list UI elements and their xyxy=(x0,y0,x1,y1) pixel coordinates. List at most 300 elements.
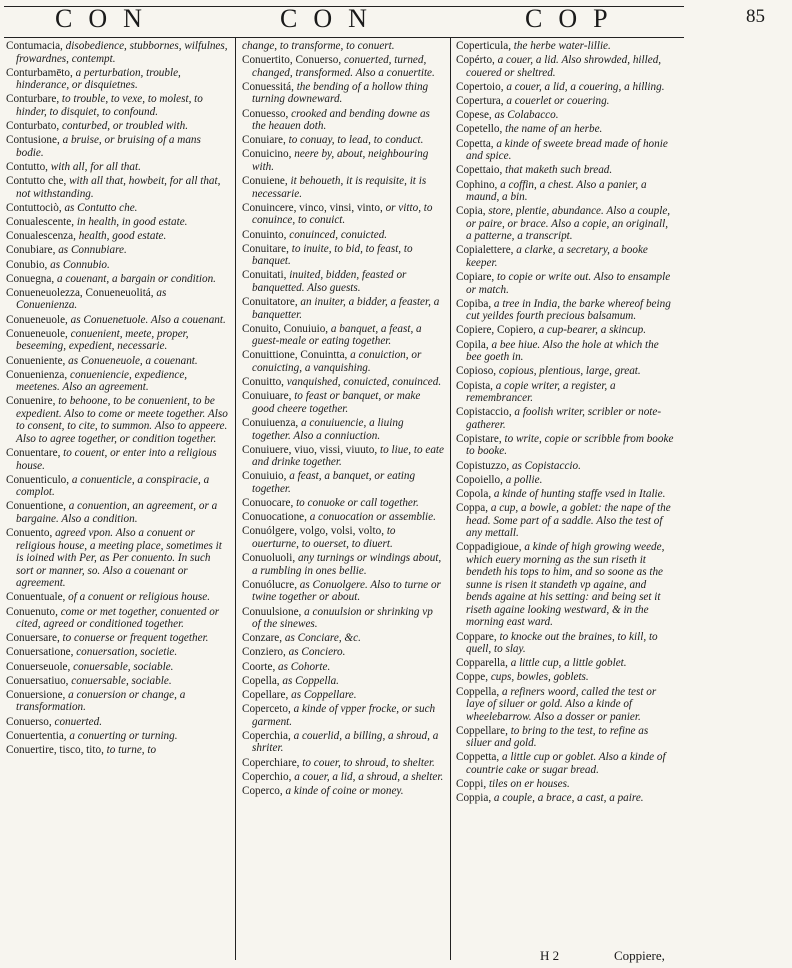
dictionary-entry xyxy=(6,689,228,714)
entry-definition: come or met together, conuented or cited, agreed or conditioned together. xyxy=(16,605,220,630)
entry-headword: Copertoio, xyxy=(456,80,504,93)
entry-headword: Conuentare, xyxy=(6,447,61,460)
dictionary-entry xyxy=(242,243,444,268)
dictionary-entry xyxy=(6,273,228,286)
entry-headword: Copellare, xyxy=(242,688,289,701)
dictionary-entry xyxy=(456,671,674,684)
entry-definition: a couerlid, a billing, a shroud, a shriter. xyxy=(252,729,439,755)
dictionary-entry xyxy=(242,376,444,389)
catchword: Coppiere, xyxy=(614,948,665,963)
dictionary-entry xyxy=(6,244,228,257)
dictionary-entry xyxy=(6,120,228,133)
entry-headword: Conuólgere, volgo, volsi, volto, xyxy=(242,525,385,538)
entry-definition: as Conciero. xyxy=(288,646,346,659)
entry-headword: Conubio, xyxy=(6,258,48,271)
entry-definition: conuenient, meete, proper, beseeming, expedient, necessarie. xyxy=(16,327,189,353)
entry-definition: that maketh such bread. xyxy=(505,164,613,177)
entry-definition: it behoueth, it is requisite, it is necessarie. xyxy=(252,175,427,200)
dictionary-entry xyxy=(6,474,228,499)
entry-headword: Conualescente, xyxy=(6,216,75,228)
dictionary-entry xyxy=(6,230,228,243)
entry-definition: a copie writer, a register, a remembrancer. xyxy=(466,379,616,404)
entry-headword: Copetta, xyxy=(456,137,494,150)
dictionary-entry xyxy=(242,632,444,645)
dictionary-entry xyxy=(242,40,444,53)
entry-definition: store, plentie, abundance. Also a couple, or paire, or brace. Also a copie, an originall, a patterne, a transcript. xyxy=(466,205,671,243)
entry-headword: Conuitatore, xyxy=(242,296,298,309)
dictionary-entry xyxy=(6,606,228,631)
dictionary-entry xyxy=(242,511,444,524)
entry-headword: Conuincere, vinco, vinsi, vinto, xyxy=(242,201,383,214)
dictionary-entry xyxy=(242,148,444,173)
header-bottom-rule xyxy=(4,37,684,38)
entry-definition: conuersable, sociable. xyxy=(73,660,174,673)
entry-headword: Conuulsione, xyxy=(242,605,302,618)
dictionary-entry xyxy=(242,552,444,577)
dictionary-entry xyxy=(242,785,444,798)
dictionary-entry xyxy=(242,390,444,415)
entry-headword: Copparella, xyxy=(456,657,508,670)
entry-definition: a couerlet or couering. xyxy=(506,95,610,108)
dictionary-entry xyxy=(6,716,228,729)
entry-definition: a kinde of hunting staffe vsed in Italie. xyxy=(493,487,666,500)
entry-definition: as Conciare, &c. xyxy=(284,632,361,645)
dictionary-entry xyxy=(242,81,444,106)
entry-definition: to conuerse or frequent together. xyxy=(62,632,209,645)
entry-definition: inuited, bidden, feasted or banquetted. Also guests. xyxy=(252,269,407,294)
entry-headword: Conuiuenza, xyxy=(242,417,299,429)
dictionary-entry xyxy=(456,380,674,405)
entry-definition: to behoone, to be conuenient, to be expedient. Also to come or meete together. Also to consent, to cite, to summon. Also to appeere. Also to agree together, or condition together. xyxy=(16,395,228,445)
entry-definition: change, to transforme, to conuert. xyxy=(242,40,395,52)
entry-headword: Conuittione, Conuintta, xyxy=(242,349,348,362)
entry-headword: Coperchio, xyxy=(242,770,292,783)
dictionary-entry xyxy=(456,123,674,136)
entry-definition: a kinde of sweete bread made of honie and spice. xyxy=(466,137,668,163)
entry-headword: Conuersione, xyxy=(6,688,66,701)
entry-definition: a bee hiue. Also the hole at which the bee goeth in. xyxy=(466,338,659,364)
entry-definition: copious, plentious, large, great. xyxy=(498,365,641,378)
signature-mark: H 2 xyxy=(540,948,560,963)
dictionary-entry xyxy=(6,369,228,394)
entry-definition: conuinced, conuicted. xyxy=(289,228,388,241)
dictionary-entry xyxy=(242,661,444,674)
entry-definition: tiles on er houses. xyxy=(488,778,570,791)
dictionary-entry xyxy=(242,730,444,755)
dictionary-entry xyxy=(456,631,674,656)
entry-headword: Copistaccio, xyxy=(456,406,512,419)
page-number: 85 xyxy=(746,6,765,27)
column-divider-2 xyxy=(450,38,451,960)
dictionary-entry xyxy=(456,179,674,204)
entry-definition: as Connubiare. xyxy=(58,244,127,257)
dictionary-entry xyxy=(456,433,674,458)
entry-definition: of a conuent or religious house. xyxy=(68,591,211,604)
entry-headword: Conuentuale, xyxy=(6,591,66,604)
entry-definition: as Conueneuole, a couenant. xyxy=(68,354,198,367)
entry-definition: a couer, a lid, a couering, a hilling. xyxy=(506,80,665,93)
entry-definition: to conuoke or call together. xyxy=(296,497,419,510)
entry-definition: a couer, a lid. Also shrowded, hilled, couered or sheltred. xyxy=(466,54,662,79)
dictionary-entry xyxy=(456,365,674,378)
dictionary-entry xyxy=(456,54,674,79)
entry-definition: a conuention, an agreement, or a bargaine. Also a condition. xyxy=(16,500,218,525)
entry-headword: Coperchiare, xyxy=(242,756,300,769)
dictionary-entry xyxy=(6,395,228,445)
entry-headword: Conuitare, xyxy=(242,242,289,255)
dictionary-entry xyxy=(456,541,674,629)
dictionary-entry xyxy=(6,744,228,757)
entry-headword: Copese, xyxy=(456,109,492,122)
entry-headword: Copella, xyxy=(242,674,280,687)
dictionary-entry xyxy=(456,460,674,473)
dictionary-entry xyxy=(6,527,228,590)
entry-definition: a conuerting or turning. xyxy=(69,729,178,742)
dictionary-entry xyxy=(6,355,228,368)
entry-definition: the bending of a hollow thing turning downeward. xyxy=(252,80,429,106)
dictionary-entry xyxy=(242,108,444,133)
dictionary-entry xyxy=(456,324,674,337)
running-header xyxy=(0,2,792,38)
column-divider-1 xyxy=(235,38,236,960)
entry-definition: as Coppellare. xyxy=(291,688,357,701)
dictionary-entry xyxy=(242,229,444,242)
entry-definition: with all that, howbeit, for all that, not withstanding. xyxy=(16,175,221,200)
entry-headword: Conuenienza, xyxy=(6,368,68,381)
entry-headword: Conuiene, xyxy=(242,175,288,188)
dictionary-entry xyxy=(456,792,674,805)
entry-headword: Contumacia, xyxy=(6,40,63,52)
entry-headword: Conueniente, xyxy=(6,354,66,367)
entry-definition: a kinde of coine or money. xyxy=(285,784,404,797)
entry-definition: to turne, to xyxy=(106,744,157,756)
entry-definition: disobedience, stubbornes, wilfulnes, frowardnes, contempt. xyxy=(16,40,228,65)
dictionary-entry xyxy=(242,470,444,495)
dictionary-entry xyxy=(6,730,228,743)
dictionary-entry xyxy=(456,81,674,94)
entry-headword: Conuocatione, xyxy=(242,511,307,524)
dictionary-entry xyxy=(242,417,444,442)
entry-headword: Copertura, xyxy=(456,95,504,108)
entry-headword: Conziero, xyxy=(242,646,286,659)
entry-headword: Conuiuere, viuo, vissi, viuuto, xyxy=(242,443,378,456)
entry-definition: a kinde of high growing weede, which euery morning as the sun riseth it bendeth his tops to him, and so soone as the sunne is risen it standeth vp againe, and bends againe at his setting: and being set it riseth againe looking westward, & in the morning east ward. xyxy=(466,541,665,629)
entry-headword: Conuicino, xyxy=(242,148,292,161)
entry-headword: Contutto che, xyxy=(6,175,67,188)
entry-definition: a conuenticle, a conspiracie, a complot. xyxy=(16,473,210,499)
entry-headword: Coppia, xyxy=(456,792,492,805)
dictionary-entry xyxy=(6,314,228,327)
entry-definition: a feast, a banquet, or eating together. xyxy=(252,470,416,495)
dictionary-entry xyxy=(242,771,444,784)
entry-definition: as Copistaccio. xyxy=(511,459,581,472)
entry-headword: Contusione, xyxy=(6,134,60,147)
entry-headword: Coppella, xyxy=(456,685,500,698)
entry-headword: Conuertentia, xyxy=(6,729,67,742)
entry-definition: as Cohorte. xyxy=(278,660,331,673)
entry-headword: Copia, xyxy=(456,205,486,218)
dictionary-entry xyxy=(242,757,444,770)
dictionary-entry xyxy=(456,339,674,364)
entry-definition: to ouerturne, to ouerset, to diuert. xyxy=(252,525,396,550)
dictionary-entry xyxy=(242,202,444,227)
dictionary-entry xyxy=(6,134,228,159)
header-center: CON xyxy=(280,4,383,33)
dictionary-entry xyxy=(242,675,444,688)
entry-definition: a couple, a brace, a cast, a paire. xyxy=(493,792,644,805)
entry-headword: Coperticula, xyxy=(456,40,511,52)
header-top-rule xyxy=(4,6,684,7)
entry-definition: with all, for all that. xyxy=(50,160,141,173)
entry-headword: Conuento, xyxy=(6,527,53,540)
entry-definition: a coffin, a chest. Also a panier, a maund, a bin. xyxy=(466,178,647,203)
entry-definition: a tree in India, the barke whereof being cut yeildes fourth precious balsamum. xyxy=(466,297,671,323)
entry-headword: Conualescenza, xyxy=(6,230,76,243)
entry-headword: Conuinto, xyxy=(242,228,287,241)
entry-definition: conuersable, sociable. xyxy=(71,674,172,687)
entry-definition: a conuocation or assemblie. xyxy=(309,511,436,524)
entry-definition: crooked and bending downe as the heauen doth. xyxy=(252,107,430,133)
entry-headword: Conuersatiuo, xyxy=(6,674,69,687)
entry-headword: Conuenire, xyxy=(6,395,56,408)
dictionary-entry xyxy=(242,269,444,294)
dictionary-entry xyxy=(242,646,444,659)
dictionary-entry xyxy=(242,323,444,348)
entry-definition: to conuay, to lead, to conduct. xyxy=(288,134,424,147)
dictionary-entry xyxy=(242,525,444,550)
entry-headword: Copiba, xyxy=(456,297,492,310)
header-right: COP xyxy=(525,4,624,33)
entry-headword: Copérto, xyxy=(456,54,495,67)
entry-definition: a perturbation, trouble, hinderance, or disquietnes. xyxy=(16,66,181,92)
dictionary-entry xyxy=(456,95,674,108)
entry-headword: Conuerso, xyxy=(6,715,52,728)
entry-headword: Copioso, xyxy=(456,365,497,378)
entry-definition: a foolish writer, scribler or note-gatherer. xyxy=(466,406,662,431)
entry-headword: Coppellare, xyxy=(456,724,508,737)
entry-definition: a clarke, a secretary, a booke keeper. xyxy=(466,244,648,269)
dictionary-entry xyxy=(242,497,444,510)
dictionary-entry xyxy=(242,349,444,374)
dictionary-entry xyxy=(6,328,228,353)
entry-headword: Copialettere, xyxy=(456,244,514,257)
dictionary-entry xyxy=(242,444,444,469)
dictionary-entry xyxy=(6,500,228,525)
dictionary-entry xyxy=(242,296,444,321)
dictionary-entry xyxy=(242,606,444,631)
entry-definition: any turnings or windings about, a rumbling in ones bellie. xyxy=(252,552,442,577)
dictionary-entry xyxy=(456,778,674,791)
entry-definition: or vitto, to conuince, to conuict. xyxy=(252,201,433,227)
entry-definition: to write, copie or scribble from booke to booke. xyxy=(466,432,674,458)
dictionary-entry xyxy=(6,591,228,604)
column-1 xyxy=(6,40,228,758)
entry-definition: in health, in good estate. xyxy=(76,216,188,228)
entry-definition: as Connubio. xyxy=(50,258,110,271)
entry-headword: Conturbamēto, xyxy=(6,66,73,79)
entry-definition: as Coppella. xyxy=(282,674,339,687)
entry-headword: Conuerseuole, xyxy=(6,660,71,673)
dictionary-entry xyxy=(456,406,674,431)
entry-headword: Conuito, Conuiuio, xyxy=(242,322,329,335)
dictionary-entry xyxy=(456,657,674,670)
entry-definition: conuerted. xyxy=(54,715,103,728)
entry-headword: Conzare, xyxy=(242,632,283,645)
entry-definition: a conuiction, or conuicting, a vanquishing. xyxy=(252,349,422,374)
entry-headword: Conturbare, xyxy=(6,93,60,106)
entry-definition: a couer, a lid, a shroud, a shelter. xyxy=(294,770,444,783)
entry-definition: agreed vpon. Also a conuent or religious house, a meeting place, sometimes it is ioined with Per, as Per conuento. In such sort or manner, so. Also a couenant or agreement. xyxy=(16,527,222,590)
entry-headword: Contutto, xyxy=(6,160,48,173)
entry-headword: Conuersatione, xyxy=(6,646,74,659)
dictionary-entry xyxy=(456,205,674,243)
dictionary-entry xyxy=(456,109,674,122)
entry-definition: to liue, to eate and drinke together. xyxy=(252,443,444,469)
entry-headword: Copistuzzo, xyxy=(456,459,510,472)
dictionary-entry xyxy=(456,488,674,501)
dictionary-entry xyxy=(456,298,674,323)
entry-headword: Coppi, xyxy=(456,778,487,791)
entry-headword: Coperceto, xyxy=(242,703,291,716)
entry-definition: as Contutto che. xyxy=(64,201,138,214)
entry-definition: the herbe water-lillie. xyxy=(513,40,611,52)
entry-headword: Copettaio, xyxy=(456,164,503,177)
entry-definition: conturbed, or troubled with. xyxy=(61,120,188,133)
entry-definition: cups, bowles, goblets. xyxy=(490,671,589,684)
dictionary-entry xyxy=(456,725,674,750)
entry-headword: Copiare, xyxy=(456,271,495,284)
entry-definition: to copie or write out. Also to ensample or match. xyxy=(466,271,671,296)
dictionary-entry xyxy=(456,271,674,296)
entry-definition: to trouble, to vexe, to molest, to hinder, to disquiet, to confound. xyxy=(16,93,203,118)
entry-definition: a cup, a bowle, a goblet: the nape of the head. Some part of a saddle. Also the test of any mettall. xyxy=(466,502,671,540)
dictionary-entry xyxy=(456,474,674,487)
entry-definition: conueniencie, expedience, meetenes. Also an agreement. xyxy=(16,368,188,394)
dictionary-entry xyxy=(6,67,228,92)
entry-headword: Conuertire, tisco, tito, xyxy=(6,744,104,756)
entry-definition: neere by, about, neighbouring with. xyxy=(252,148,429,173)
dictionary-entry xyxy=(456,244,674,269)
dictionary-entry xyxy=(6,93,228,118)
entry-headword: Conuessitá, xyxy=(242,80,294,93)
entry-headword: Coppa, xyxy=(456,502,489,515)
entry-headword: Conueneuole, xyxy=(6,327,68,340)
entry-definition: to bring to the test, to refine as siluer and gold. xyxy=(466,724,649,750)
entry-definition: conuersation, societie. xyxy=(76,646,178,659)
entry-headword: Coperco, xyxy=(242,784,283,797)
dictionary-entry xyxy=(242,175,444,200)
column-2 xyxy=(242,40,444,799)
dictionary-entry xyxy=(242,579,444,604)
entry-definition: as Conuenienza. xyxy=(16,286,167,312)
entry-headword: Conturbato, xyxy=(6,120,60,133)
entry-definition: a little cup, a little goblet. xyxy=(510,657,627,670)
entry-headword: Coppetta, xyxy=(456,751,500,764)
entry-headword: Contuttociò, xyxy=(6,201,62,214)
entry-headword: Conuiuare, xyxy=(242,390,292,403)
dictionary-entry xyxy=(6,646,228,659)
entry-headword: Conuólucre, xyxy=(242,578,297,591)
dictionary-entry xyxy=(6,287,228,312)
entry-headword: Copetello, xyxy=(456,123,503,136)
entry-definition: a conuersion or change, a transformation. xyxy=(16,688,186,714)
entry-headword: Conuentione, xyxy=(6,500,66,513)
dictionary-entry xyxy=(456,502,674,540)
entry-headword: Coperchia, xyxy=(242,729,291,742)
entry-definition: a kinde of vpper frocke, or such garment. xyxy=(252,703,436,728)
entry-definition: vanquished, conuicted, conuinced. xyxy=(286,376,442,389)
entry-headword: Cophino, xyxy=(456,178,498,191)
column-3 xyxy=(456,40,674,807)
entry-headword: Copoiello, xyxy=(456,473,503,486)
entry-definition: to inuite, to bid, to feast, to banquet. xyxy=(252,242,413,268)
entry-headword: Copila, xyxy=(456,338,489,351)
entry-headword: Conuenticulo, xyxy=(6,473,70,486)
dictionary-entry xyxy=(6,675,228,688)
entry-definition: a pollie. xyxy=(505,473,543,486)
entry-headword: Copista, xyxy=(456,379,493,392)
dictionary-entry xyxy=(6,661,228,674)
entry-definition: to couent, or enter into a religious house. xyxy=(16,447,217,472)
entry-definition: as Conuenetuole. Also a couenant. xyxy=(70,313,226,326)
entry-headword: Conuocare, xyxy=(242,497,294,510)
dictionary-entry xyxy=(242,689,444,702)
dictionary-entry xyxy=(456,751,674,776)
dictionary-entry xyxy=(6,175,228,200)
entry-definition: an inuiter, a bidder, a feaster, a banquetter. xyxy=(252,296,440,321)
entry-headword: Coppare, xyxy=(456,630,497,643)
entry-headword: Conuitto, xyxy=(242,376,284,389)
entry-definition: to couer, to shroud, to shelter. xyxy=(302,756,435,769)
entry-headword: Conueneuole, xyxy=(6,313,68,326)
dictionary-entry xyxy=(242,134,444,147)
entry-headword: Coppadigioue, xyxy=(456,541,522,554)
dictionary-entry xyxy=(6,259,228,272)
entry-definition: a banquet, a feast, a guest-meale or eating together. xyxy=(252,322,422,348)
entry-headword: Conuiuio, xyxy=(242,470,287,483)
dictionary-entry xyxy=(6,216,228,229)
entry-headword: Copiere, Copiero, xyxy=(456,324,536,337)
dictionary-entry xyxy=(456,686,674,724)
entry-definition: to knocke out the braines, to kill, to quell, to slay. xyxy=(466,630,658,655)
dictionary-entry xyxy=(456,138,674,163)
entry-definition: a conuulsion or shrinking vp of the sinewes. xyxy=(252,605,433,630)
dictionary-entry xyxy=(6,202,228,215)
entry-definition: health, good estate. xyxy=(78,230,167,243)
entry-headword: Conuitati, xyxy=(242,269,287,282)
entry-headword: Conuersare, xyxy=(6,632,60,645)
entry-headword: Coorte, xyxy=(242,660,276,673)
header-left: CON xyxy=(55,4,158,33)
dictionary-entry xyxy=(6,40,228,65)
entry-headword: Conuoluoli, xyxy=(242,552,296,565)
entry-headword: Conubiare, xyxy=(6,244,56,257)
dictionary-entry xyxy=(6,632,228,645)
entry-headword: Conuenuto, xyxy=(6,605,58,618)
entry-definition: a little cup or goblet. Also a kinde of countrie cake or sugar bread. xyxy=(466,751,666,776)
entry-definition: a bruise, or bruising of a mans bodie. xyxy=(16,134,201,159)
dictionary-entry xyxy=(456,164,674,177)
entry-definition: conuerted, turned, changed, transformed. Also a conuertite. xyxy=(252,54,435,79)
entry-headword: Copistare, xyxy=(456,432,502,445)
entry-headword: Conuesso, xyxy=(242,107,289,120)
entry-definition: as Colabacco. xyxy=(494,109,559,122)
dictionary-entry xyxy=(6,161,228,174)
entry-definition: the name of an herbe. xyxy=(505,123,603,136)
dictionary-entry xyxy=(242,703,444,728)
entry-headword: Copola, xyxy=(456,487,492,500)
dictionary-entry xyxy=(456,40,674,53)
